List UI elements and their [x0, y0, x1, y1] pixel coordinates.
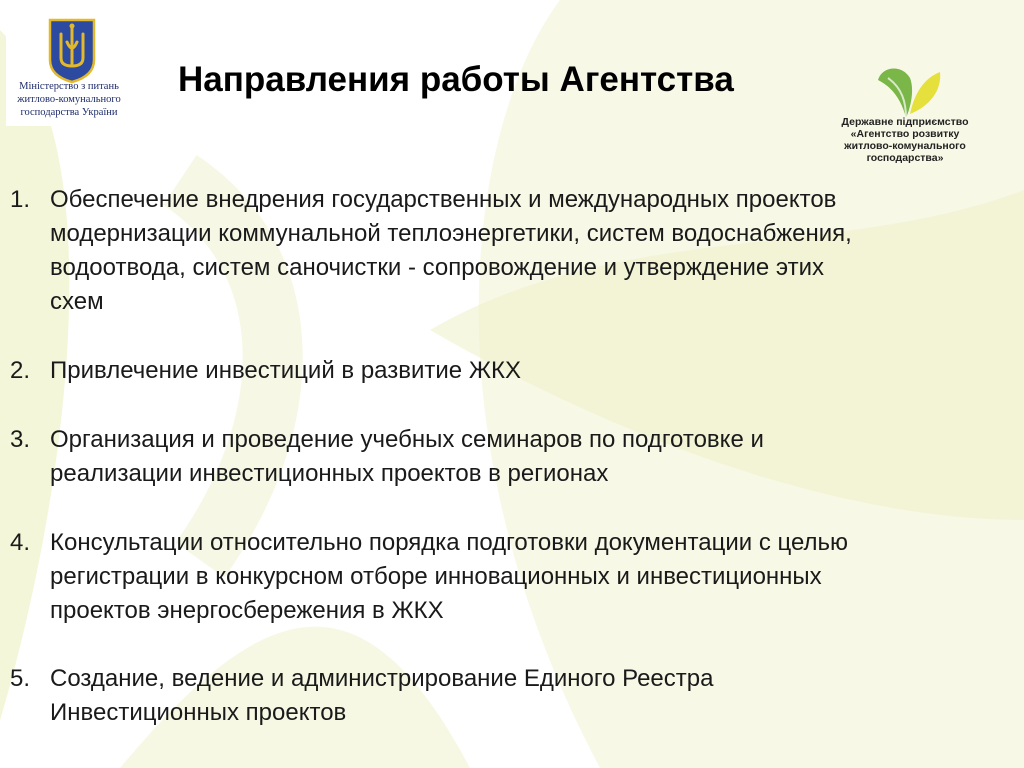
list-item-text: Привлечение инвестиций в развитие ЖКХ — [50, 357, 521, 384]
agency-logo — [820, 58, 990, 168]
list-item-text: регистрации в конкурсном отборе инновационных и инвестиционных — [50, 563, 822, 590]
list-item-text: Создание, ведение и администрирование Единого Реестра — [50, 665, 714, 692]
list-item-text: Консультации относительно порядка подготовки документации с целью — [50, 529, 849, 556]
ministry-logo — [6, 12, 132, 126]
list-item-number: 5. — [10, 665, 31, 692]
list-item-text: проектов энергосбережения в ЖКХ — [50, 597, 444, 624]
list-item-text: Обеспечение внедрения государственных и международных проектов — [50, 186, 837, 213]
list-item-text: модернизации коммунальной теплоэнергетики, систем водоснабжения, — [50, 220, 852, 247]
list-item-number: 2. — [10, 357, 31, 384]
list-item-text: Организация и проведение учебных семинаров по подготовке и — [50, 426, 764, 453]
agency-name: Державне підприємство «Агентство розвитку житлово-комунального господарства» — [841, 116, 969, 164]
trident-coat-of-arms-icon — [47, 18, 97, 84]
list-item-number: 3. — [10, 426, 31, 453]
list-item-text: реализации инвестиционных проектов в регионах — [50, 460, 609, 487]
ministry-name: Міністерство з питань житлово-комунального господарства України — [17, 81, 121, 118]
list-item-number: 4. — [10, 529, 31, 556]
leaf-sprout-icon — [872, 58, 942, 120]
list-item-text: Инвестиционных проектов — [50, 699, 347, 726]
list-item-number: 1. — [10, 186, 31, 213]
list-item-text: схем — [50, 288, 104, 315]
page-title: Направления работы Агентства — [178, 60, 734, 99]
list-item-text: водоотвода, систем саночистки - сопровождение и утверждение этих — [50, 254, 825, 281]
